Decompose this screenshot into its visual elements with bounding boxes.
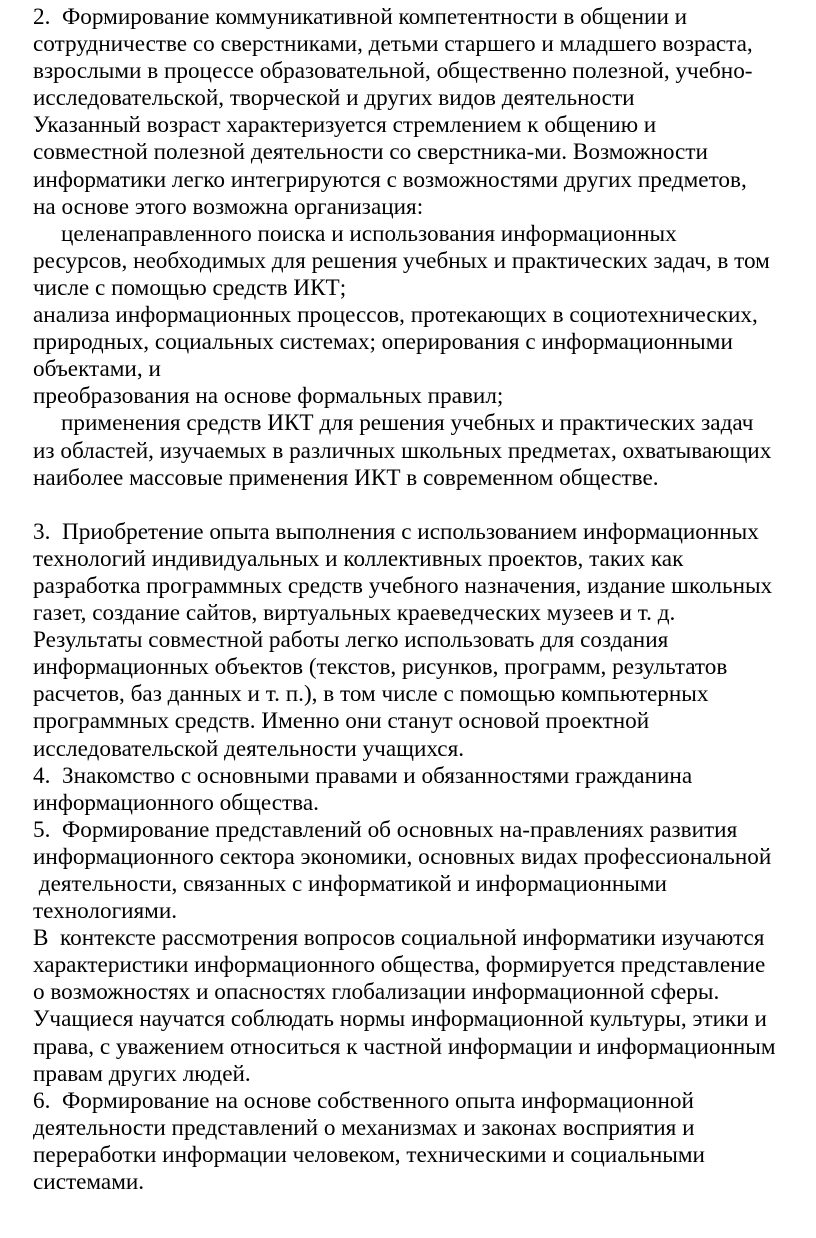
text-line: наиболее массовые применения ИКТ в современном обществе.: [33, 464, 659, 491]
paragraph-gap: [33, 492, 816, 519]
text-line: из областей, изучаемых в различных школьных предметах, охватывающих: [33, 437, 772, 464]
list-item-line: преобразования на основе формальных правил;: [33, 383, 504, 410]
document-page: [33, 0, 816, 1196]
text-line: исследовательской деятельности учащихся.: [33, 735, 465, 762]
text-line: деятельности представлений о механизмах и законах восприятия и: [33, 1114, 695, 1141]
text-line: 6. Формирование на основе собственного опыта информационной: [33, 1087, 694, 1114]
text-line: правам других людей.: [33, 1060, 251, 1087]
text-line: 5. Формирование представлений об основных на-правлениях развития: [33, 816, 738, 843]
text-line: 3. Приобретение опыта выполнения с использованием информационных: [33, 518, 759, 545]
text-line: природных, социальных системах; оперирования с информационными: [33, 329, 733, 356]
text-line: характеристики информационного общества, формируется представление: [33, 952, 766, 979]
text-line: сотрудничестве со сверстниками, детьми старшего и младшего возраста,: [33, 31, 753, 58]
text-line: взрослыми в процессе образовательной, общественно полезной, учебно-: [33, 58, 753, 85]
text-line: деятельности, связанных с информатикой и информационными: [33, 871, 667, 897]
text-line: программных средств. Именно они станут основой проектной: [33, 708, 650, 735]
text-line: на основе этого возможна организация:: [33, 193, 424, 220]
text-line: технологий индивидуальных и коллективных проектов, таких как: [33, 545, 684, 572]
text-line: права, с уважением относиться к частной информации и информационным: [33, 1033, 776, 1060]
text-line: технологиями.: [33, 898, 178, 925]
text-line: о возможностях и опасностях глобализации информационной сферы.: [33, 979, 720, 1006]
text-line: информационного сектора экономики, основных видах профессиональной: [33, 843, 772, 870]
text-line: газет, создание сайтов, виртуальных краеведческих музеев и т. д.: [33, 600, 676, 627]
text-line: разработка программных средств учебного назначения, издание школьных: [33, 572, 773, 599]
list-item-line: применения средств ИКТ для решения учебных и практических задач: [61, 410, 754, 437]
text-line: информационного общества.: [33, 789, 319, 816]
text-line: 4. Знакомство с основными правами и обязанностями гражданина: [33, 762, 693, 789]
text-line: Результаты совместной работы легко использовать для создания: [33, 627, 669, 654]
text-line: информатики легко интегрируются с возможностями других предметов,: [33, 166, 747, 193]
text-line: совместной полезной деятельности со сверстника-ми. Возможности: [33, 139, 708, 166]
list-item-line: анализа информационных процессов, протекающих в социотехнических,: [33, 302, 758, 329]
text-line: объектами, и: [33, 356, 161, 383]
text-line: системами.: [33, 1169, 145, 1196]
text-line: Учащиеся научатся соблюдать нормы информационной культуры, этики и: [33, 1006, 767, 1033]
text-line: информационных объектов (текстов, рисунков, программ, результатов: [33, 654, 728, 681]
text-line: 2. Формирование коммуникативной компетентности в общении и: [33, 4, 688, 30]
text-line: переработки информации человеком, техническими и социальными: [33, 1141, 705, 1168]
section-2: [33, 4, 816, 492]
text-line: расчетов, баз данных и т. п.), в том числе с помощью компьютерных: [33, 681, 709, 708]
text-line: Указанный возраст характеризуется стремлением к общению и: [33, 112, 657, 139]
section-3-6: [33, 519, 816, 1196]
text-line: числе с помощью средств ИКТ;: [33, 274, 347, 301]
text-line: В контексте рассмотрения вопросов социальной информатики изучаются: [33, 925, 765, 952]
list-item-line: целенаправленного поиска и использования информационных: [61, 220, 677, 247]
text-line: ресурсов, необходимых для решения учебных и практических задач, в том: [33, 247, 770, 274]
text-line: исследовательской, творческой и других видов деятельности: [33, 85, 635, 112]
